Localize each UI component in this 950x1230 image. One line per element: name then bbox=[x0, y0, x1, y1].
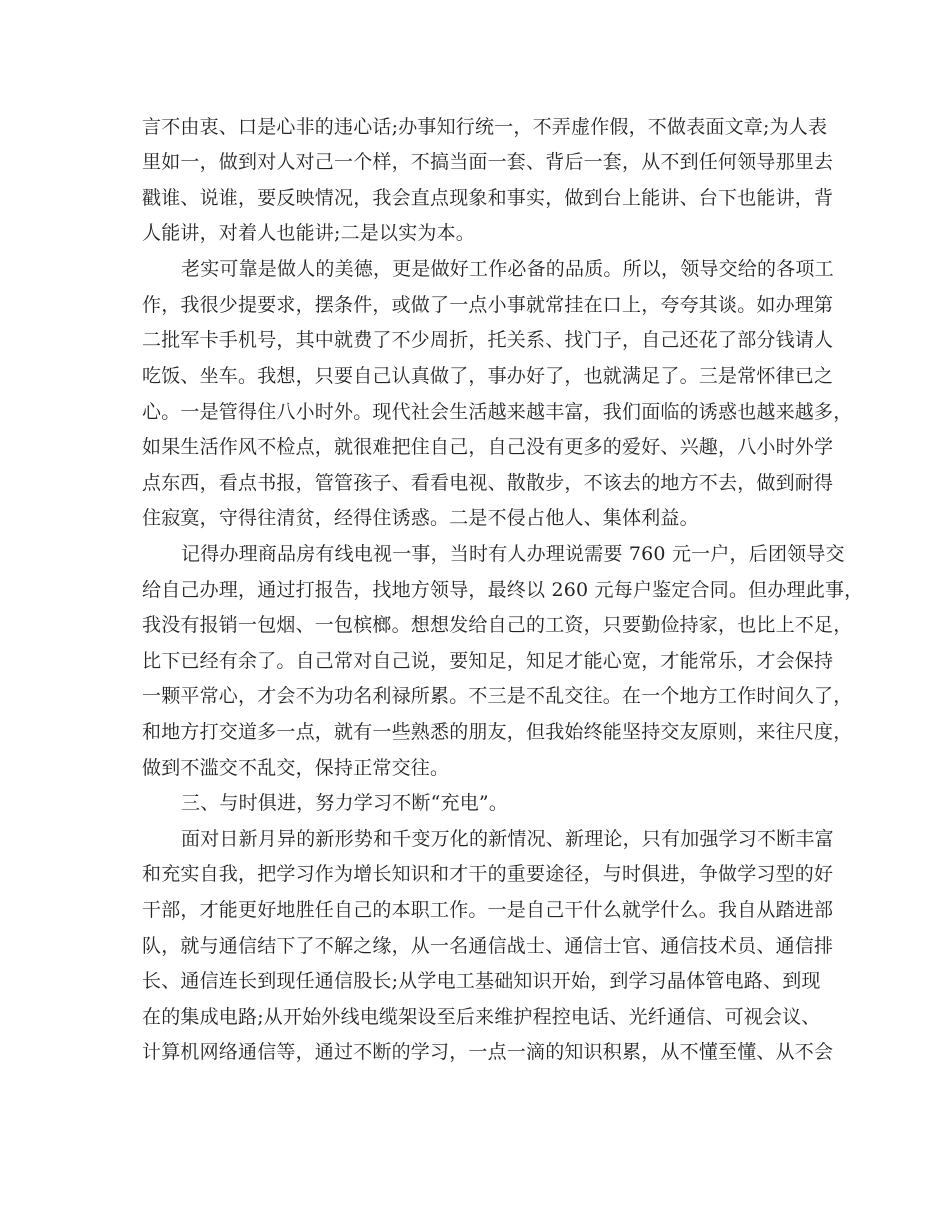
text-line: 住寂寞，守得往清贫，经得住诱惑。二是不侵占他人、集体利益。 bbox=[142, 507, 699, 529]
text-line: 长、通信连长到现任通信股长;从学电工基础知识开始，到学习晶体管电路、到现 bbox=[142, 970, 821, 992]
text-line: 点东西，看点书报，管管孩子、看看电视、散散步，不该去的地方不去，做到耐得 bbox=[142, 472, 834, 494]
text-line: 作，我很少提要求，摆条件，或做了一点小事就常挂在口上，夸夸其谈。如办理第 bbox=[142, 294, 834, 316]
text-line: 言不由衷、口是心非的违心话;办事知行统一，不弄虚作假，不做表面文章;为人表 bbox=[142, 116, 828, 138]
paragraph-first-line: 老实可靠是做人的美德，更是做好工作必备的品质。所以，领导交给的各项工 bbox=[181, 258, 834, 280]
text-line: 给自己办理，通过打报告，找地方领导，最终以 260 元每户鉴定合同。但办理此事， bbox=[142, 579, 864, 601]
text-line: 我没有报销一包烟、一包槟榔。想想发给自己的工资，只要勤俭持家，也比上不足， bbox=[142, 614, 853, 636]
text-line: 人能讲，对着人也能讲;二是以实为本。 bbox=[142, 222, 476, 244]
text-line: 和地方打交道多一点，就有一些熟悉的朋友，但我始终能坚持交友原则，来往尺度， bbox=[142, 721, 853, 743]
text-line: 做到不滥交不乱交，保持正常交往。 bbox=[142, 757, 450, 779]
paragraph-first-line: 记得办理商品房有线电视一事，当时有人办理说需要 760 元一户，后团领导交 bbox=[181, 543, 845, 565]
text-line: 如果生活作风不检点，就很难把住自己，自己没有更多的爱好、兴趣，八小时外学 bbox=[142, 436, 834, 458]
text-line: 里如一，做到对人对己一个样，不搞当面一套、背后一套，从不到任何领导那里去 bbox=[142, 151, 834, 173]
section-heading: 三、与时俱进，努力学习不断“充电”。 bbox=[181, 792, 509, 814]
text-line: 计算机网络通信等，通过不断的学习，一点一滴的知识积累，从不懂至懂、从不会 bbox=[142, 1041, 834, 1063]
text-line: 在的集成电路;从开始外线电缆架设至后来维护程控电话、光纤通信、可视会议、 bbox=[142, 1006, 821, 1028]
text-line: 戳谁、说谁，要反映情况，我会直点现象和事实，做到台上能讲、台下也能讲，背 bbox=[142, 187, 834, 209]
text-line: 比下已经有余了。自己常对自己说，要知足，知足才能心宽，才能常乐，才会保持 bbox=[142, 650, 834, 672]
text-line: 和充实自我，把学习作为增长知识和才干的重要途径，与时俱进，争做学习型的好 bbox=[142, 863, 834, 885]
text-line: 一颗平常心，才会不为功名利禄所累。不三是不乱交往。在一个地方工作时间久了， bbox=[142, 685, 853, 707]
text-line: 干部，才能更好地胜任自己的本职工作。一是自己干什么就学什么。我自从踏进部 bbox=[142, 899, 834, 921]
text-line: 吃饭、坐车。我想，只要自己认真做了，事办好了，也就满足了。三是常怀律已之 bbox=[142, 365, 834, 387]
text-line: 队，就与通信结下了不解之缘，从一名通信战士、通信士官、通信技术员、通信排 bbox=[142, 935, 834, 957]
text-line: 心。一是管得住八小时外。现代社会生活越来越丰富，我们面临的诱惑也越来越多， bbox=[142, 401, 853, 423]
text-line: 二批军卡手机号，其中就费了不少周折，托关系、找门子，自己还花了部分钱请人 bbox=[142, 329, 834, 351]
paragraph-first-line: 面对日新月异的新形势和千变万化的新情况、新理论，只有加强学习不断丰富 bbox=[181, 828, 834, 850]
